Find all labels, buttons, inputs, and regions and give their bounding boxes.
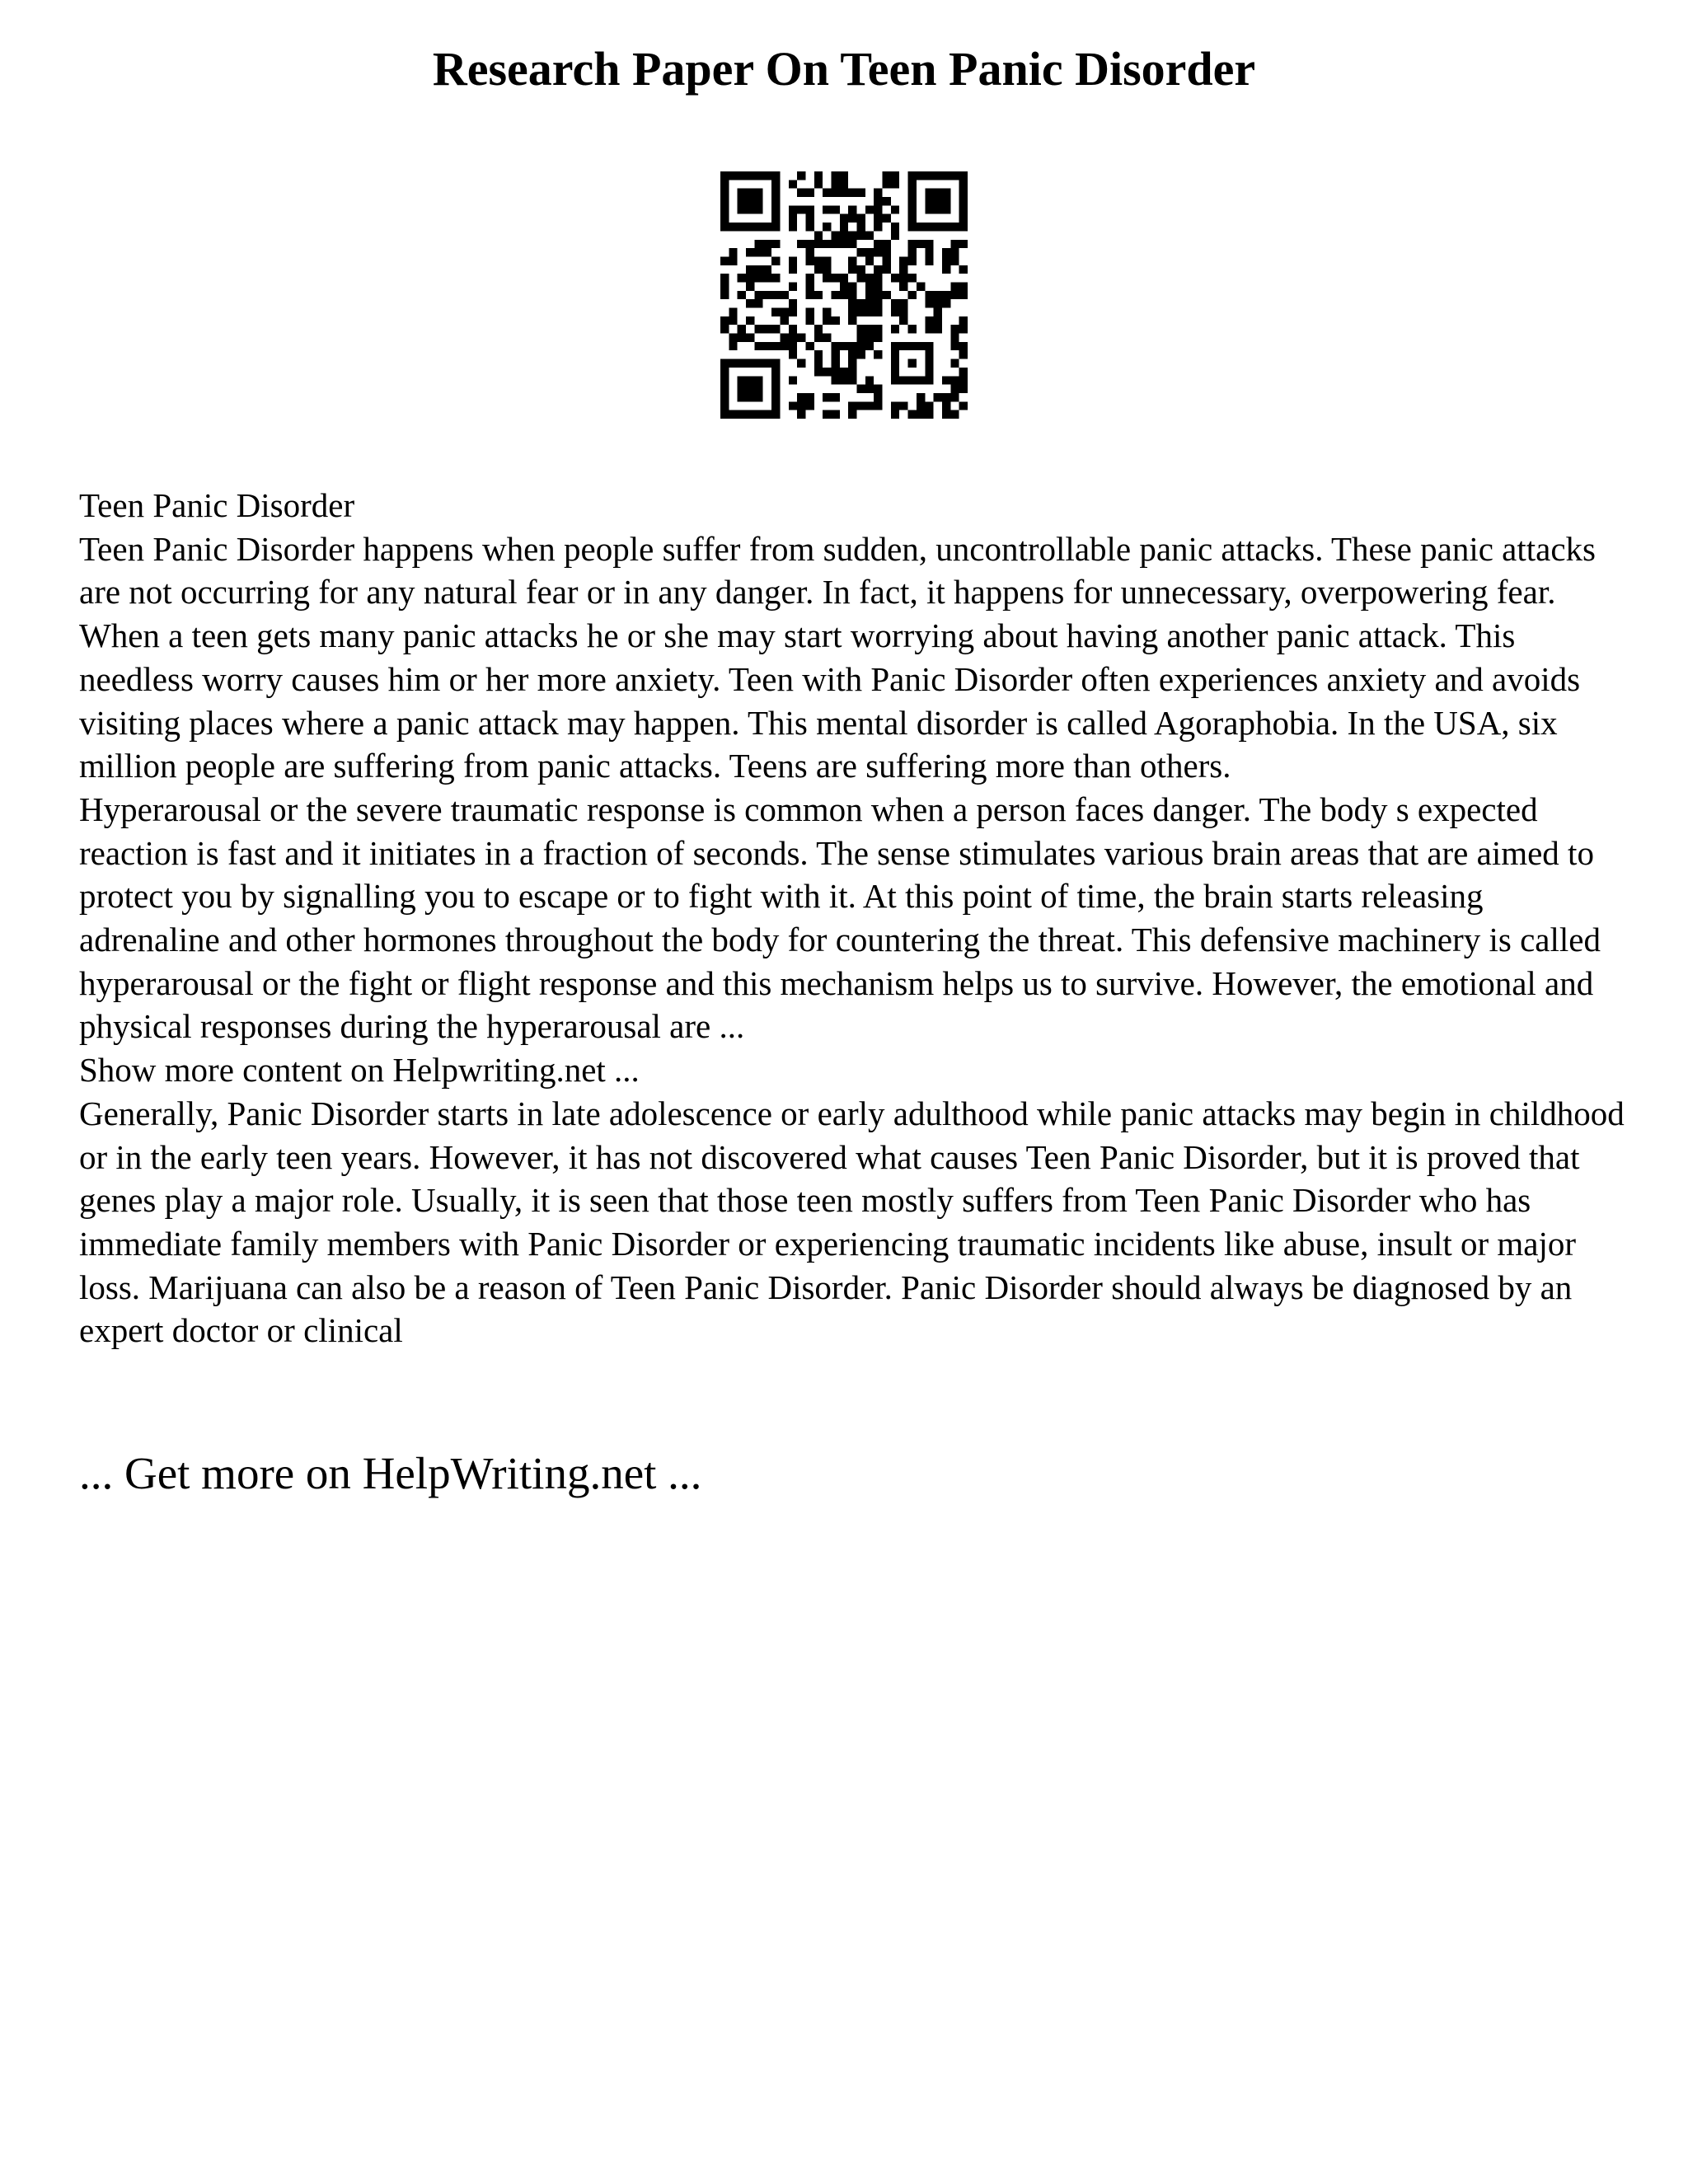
qr-code-image <box>720 171 968 419</box>
paragraph-3: Generally, Panic Disorder starts in late adolescence or early adulthood while panic attacks may begin in childhood or in the early teen years. However, it has not discovered what causes Teen Panic Disorder, but it is proved that genes play a major role. Usually, it is seen that those teen mostly suffers from Teen Panic Disorder who has immediate family members with Panic Disorder or experiencing traumatic incidents like abuse, insult or major loss. Marijuana can also be a reason of Teen Panic Disorder. Panic Disorder should always be diagnosed by an expert doctor or clinical <box>79 1094 1625 1350</box>
qr-code-icon <box>720 171 968 419</box>
page-title: Research Paper On Teen Panic Disorder <box>432 42 1256 96</box>
show-more-link[interactable]: Show more content on Helpwriting.net ... <box>79 1051 640 1090</box>
paragraph-1: Teen Panic Disorder happens when people suffer from sudden, uncontrollable panic attacks. These panic attacks are not occurring for any natural fear or in any danger. In fact, it happens for unnecessary, overpowering fear. When a teen gets many panic attacks he or she may start worrying about having another panic attack. This needless worry causes him or her more anxiety. Teen with Panic Disorder often experiences anxiety and avoids visiting places where a panic attack may happen. This mental disorder is called Agoraphobia. In the USA, six million people are suffering from panic attacks. Teens are suffering more than others. <box>79 529 1596 785</box>
section-heading: Teen Panic Disorder <box>79 486 355 524</box>
document-body <box>79 484 1629 1352</box>
get-more-link[interactable]: ... Get more on HelpWriting.net ... <box>79 1448 702 1498</box>
paragraph-2: Hyperarousal or the severe traumatic response is common when a person faces danger. The body s expected reaction is fast and it initiates in a fraction of seconds. The sense stimulates various brain areas that are aimed to protect you by signalling you to escape or to fight with it. At this point of time, the brain starts releasing adrenaline and other hormones throughout the body for countering the threat. This defensive machinery is called hyperarousal or the fight or flight response and this mechanism helps us to survive. However, the emotional and physical responses during the hyperarousal are ... <box>79 790 1601 1046</box>
